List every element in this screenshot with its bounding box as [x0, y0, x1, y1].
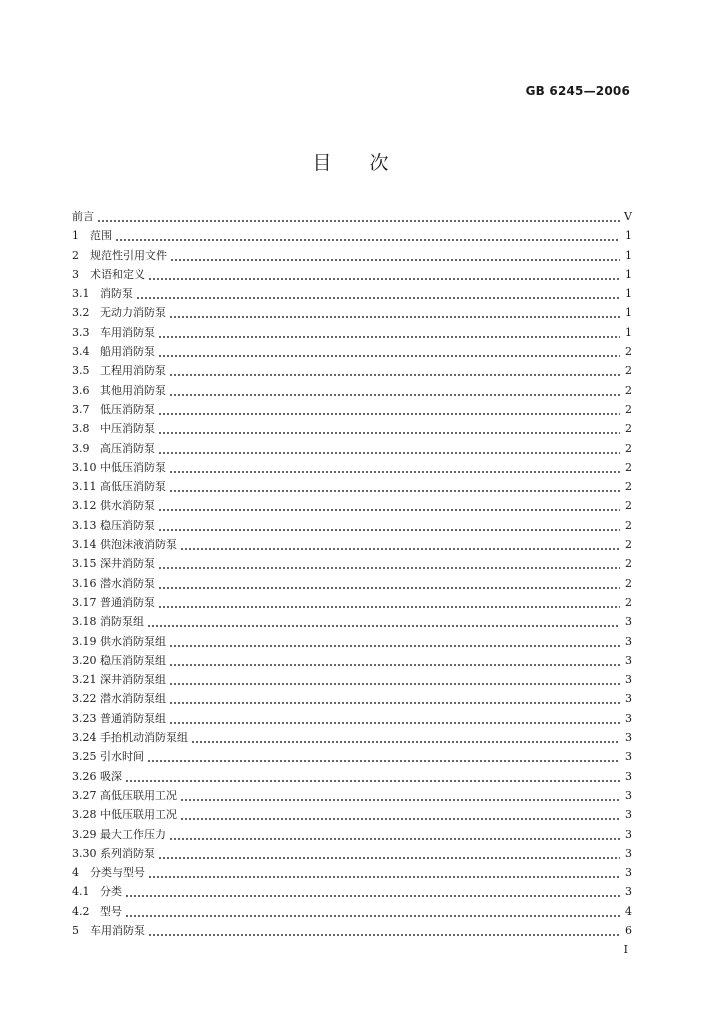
- toc-entry[interactable]: [72, 381, 632, 400]
- dot-leader: [169, 477, 620, 496]
- toc-entry[interactable]: [72, 554, 632, 573]
- toc-entry-label: 中低压联用工况: [100, 808, 177, 822]
- page-number: I: [623, 943, 628, 956]
- toc-entry-label: 车用消防泵: [100, 325, 155, 339]
- title-right-char: 次: [369, 152, 389, 174]
- toc-entry-page: 3: [625, 769, 632, 783]
- toc-entry-label: 分类: [100, 885, 122, 899]
- toc-entry[interactable]: [72, 496, 632, 515]
- dot-leader: [158, 439, 620, 458]
- toc-entry-number: 3.23: [72, 711, 97, 725]
- toc-entry-page: 1: [625, 267, 632, 281]
- toc-entry-page: 2: [625, 480, 632, 494]
- toc-entry-number: 3.2: [72, 306, 90, 320]
- toc-entry-page: 3: [625, 673, 632, 687]
- dot-leader: [191, 728, 620, 747]
- toc-entry[interactable]: [72, 786, 632, 805]
- toc-entry-number: 3.22: [72, 692, 97, 706]
- toc-entry-label: 普通消防泵组: [100, 711, 166, 725]
- toc-entry-number: 4: [72, 866, 79, 880]
- toc-entry-label: 深井消防泵: [100, 557, 155, 571]
- toc-entry-label: 分类与型号: [90, 866, 145, 880]
- toc-entry[interactable]: [72, 207, 632, 226]
- toc-entry-number: 3.25: [72, 750, 97, 764]
- toc-entry-number: 4.2: [72, 904, 90, 918]
- dot-leader: [147, 612, 620, 631]
- title-left-char: 目: [312, 152, 332, 174]
- toc-entry[interactable]: [72, 303, 632, 322]
- toc-entry-label: 其他用消防泵: [100, 383, 166, 397]
- toc-entry-number: 3.9: [72, 441, 90, 455]
- toc-entry-number: 3.27: [72, 788, 97, 802]
- toc-entry-page: 6: [625, 923, 632, 937]
- toc-entry-label: 高低压联用工况: [100, 788, 177, 802]
- toc-entry-number: 3.20: [72, 653, 97, 667]
- toc-entry[interactable]: [72, 535, 632, 554]
- dot-leader: [148, 863, 620, 882]
- toc-entry[interactable]: [72, 709, 632, 728]
- dot-leader: [169, 381, 620, 400]
- dot-leader: [180, 805, 620, 824]
- toc-entry[interactable]: [72, 458, 632, 477]
- toc-entry-page: 1: [625, 229, 632, 243]
- dot-leader: [158, 593, 620, 612]
- toc-entry-number: 3.21: [72, 673, 97, 687]
- toc-entry-page: 2: [625, 499, 632, 513]
- toc-entry-label: 系列消防泵: [100, 846, 155, 860]
- toc-entry-number: 3.4: [72, 345, 90, 359]
- dot-leader: [158, 323, 620, 342]
- dot-leader: [169, 709, 620, 728]
- dot-leader: [158, 574, 620, 593]
- toc-entry-label: 供水消防泵: [100, 499, 155, 513]
- toc-entry-page: 3: [625, 692, 632, 706]
- toc-entry-page: 3: [625, 866, 632, 880]
- toc-entry[interactable]: [72, 612, 632, 631]
- toc-entry-number: 3.26: [72, 769, 97, 783]
- toc-entry-label: 规范性引用文件: [90, 248, 167, 262]
- dot-leader: [180, 535, 620, 554]
- page-title: [0, 148, 701, 175]
- toc-entry-page: 3: [625, 808, 632, 822]
- toc-entry-label: 引水时间: [100, 750, 144, 764]
- toc-entry[interactable]: [72, 342, 632, 361]
- toc-entry-page: V: [624, 210, 632, 223]
- toc-entry-number: 3.14: [72, 538, 97, 552]
- toc-entry[interactable]: [72, 439, 632, 458]
- toc-entry-number: 3.17: [72, 595, 97, 609]
- dot-leader: [97, 207, 620, 226]
- dot-leader: [125, 902, 620, 921]
- toc-entry[interactable]: [72, 593, 632, 612]
- dot-leader: [158, 516, 620, 535]
- toc-entry-page: 4: [625, 904, 632, 918]
- dot-leader: [158, 554, 620, 573]
- dot-leader: [169, 670, 620, 689]
- dot-leader: [115, 226, 620, 245]
- toc-entry-number: 3.12: [72, 499, 97, 513]
- toc-entry-page: 2: [625, 402, 632, 416]
- toc-entry-label: 型号: [100, 904, 122, 918]
- toc-entry[interactable]: [72, 805, 632, 824]
- toc-entry-page: 3: [625, 827, 632, 841]
- dot-leader: [169, 458, 620, 477]
- toc-entry-label: 供水消防泵组: [100, 634, 166, 648]
- dot-leader: [147, 747, 620, 766]
- toc-entry-label: 工程用消防泵: [100, 364, 166, 378]
- toc-entry[interactable]: [72, 767, 632, 786]
- toc-entry-label: 深井消防泵组: [100, 673, 166, 687]
- toc-entry-number: 3.10: [72, 460, 97, 474]
- toc-entry[interactable]: [72, 361, 632, 380]
- dot-leader: [125, 882, 620, 901]
- toc-entry-label: 高压消防泵: [100, 441, 155, 455]
- dot-leader: [169, 361, 620, 380]
- toc-entry-page: 3: [625, 885, 632, 899]
- toc-entry-label: 稳压消防泵: [100, 518, 155, 532]
- toc-entry-label: 中压消防泵: [100, 422, 155, 436]
- toc-entry-label: 消防泵: [100, 287, 133, 301]
- toc-entry-page: 2: [625, 383, 632, 397]
- toc-entry-page: 2: [625, 364, 632, 378]
- toc-entry-number: 3.5: [72, 364, 90, 378]
- dot-leader: [158, 496, 620, 515]
- toc-entry[interactable]: [72, 728, 632, 747]
- toc-entry-page: 2: [625, 595, 632, 609]
- toc-entry[interactable]: [72, 632, 632, 651]
- toc-entry[interactable]: [72, 921, 632, 940]
- toc-entry-number: 3.18: [72, 615, 97, 629]
- toc-entry[interactable]: [72, 516, 632, 535]
- toc-entry[interactable]: [72, 844, 632, 863]
- dot-leader: [169, 689, 620, 708]
- toc-entry[interactable]: [72, 651, 632, 670]
- toc-entry-number: 5: [72, 923, 79, 937]
- toc-entry-page: 2: [625, 422, 632, 436]
- toc-entry[interactable]: [72, 882, 632, 901]
- toc-entry-page: 2: [625, 538, 632, 552]
- toc-entry[interactable]: [72, 902, 632, 921]
- toc-entry-page: 3: [625, 615, 632, 629]
- toc-entry[interactable]: [72, 419, 632, 438]
- toc-entry-page: 1: [625, 248, 632, 262]
- toc-entry-number: 1: [72, 229, 79, 243]
- dot-leader: [125, 767, 620, 786]
- toc-entry-page: 3: [625, 788, 632, 802]
- toc-entry-number: 3.8: [72, 422, 90, 436]
- toc-entry-label: 普通消防泵: [100, 595, 155, 609]
- dot-leader: [169, 651, 620, 670]
- toc-entry-label: 高低压消防泵: [100, 480, 166, 494]
- toc-entry-page: 2: [625, 345, 632, 359]
- toc-entry-label: 范围: [90, 229, 112, 243]
- toc-entry-label: 中低压消防泵: [100, 460, 166, 474]
- toc-entry[interactable]: [72, 689, 632, 708]
- dot-leader: [136, 284, 620, 303]
- toc-entry-number: 2: [72, 248, 79, 262]
- toc-entry-page: 1: [625, 306, 632, 320]
- toc-entry-label: 前言: [72, 210, 94, 223]
- dot-leader: [148, 265, 620, 284]
- toc-entry-number: 3.11: [72, 480, 97, 494]
- toc-entry-label: 最大工作压力: [100, 827, 166, 841]
- toc-entry-number: 3.19: [72, 634, 97, 648]
- toc-entry-label: 术语和定义: [90, 267, 145, 281]
- toc-entry-page: 2: [625, 576, 632, 590]
- toc-entry-page: 3: [625, 634, 632, 648]
- toc-entry-label: 潜水消防泵: [100, 576, 155, 590]
- toc-entry[interactable]: [72, 400, 632, 419]
- toc-entry-label: 船用消防泵: [100, 345, 155, 359]
- toc-entry-page: 2: [625, 441, 632, 455]
- toc-entry-page: 1: [625, 325, 632, 339]
- toc-entry[interactable]: [72, 747, 632, 766]
- toc-entry-number: 3.16: [72, 576, 97, 590]
- toc-entry-number: 3.29: [72, 827, 97, 841]
- toc-entry[interactable]: [72, 863, 632, 882]
- toc-entry-number: 3.1: [72, 287, 90, 301]
- toc-entry[interactable]: [72, 323, 632, 342]
- toc-entry-page: 3: [625, 731, 632, 745]
- toc-entry[interactable]: [72, 574, 632, 593]
- toc-entry-page: 3: [625, 750, 632, 764]
- toc-entry-page: 3: [625, 846, 632, 860]
- dot-leader: [180, 786, 620, 805]
- toc-entry-page: 3: [625, 711, 632, 725]
- table-of-contents: [72, 207, 632, 940]
- toc-entry-label: 吸深: [100, 769, 122, 783]
- toc-entry[interactable]: [72, 265, 632, 284]
- toc-entry-label: 手抬机动消防泵组: [100, 731, 188, 745]
- toc-entry-number: 3.7: [72, 402, 90, 416]
- standard-code: GB 6245—2006: [525, 84, 630, 98]
- toc-entry-number: 3.15: [72, 557, 97, 571]
- toc-entry-page: 2: [625, 518, 632, 532]
- toc-entry-label: 无动力消防泵: [100, 306, 166, 320]
- toc-entry-page: 2: [625, 557, 632, 571]
- toc-entry[interactable]: [72, 477, 632, 496]
- toc-entry[interactable]: [72, 226, 632, 245]
- toc-entry-number: 4.1: [72, 885, 90, 899]
- toc-entry-label: 消防泵组: [100, 615, 144, 629]
- toc-entry[interactable]: [72, 825, 632, 844]
- dot-leader: [169, 303, 620, 322]
- toc-entry-page: 1: [625, 287, 632, 301]
- toc-entry-label: 供泡沫液消防泵: [100, 538, 177, 552]
- toc-entry-number: 3.13: [72, 518, 97, 532]
- dot-leader: [158, 342, 620, 361]
- dot-leader: [158, 400, 620, 419]
- toc-entry-label: 低压消防泵: [100, 402, 155, 416]
- toc-entry-label: 潜水消防泵组: [100, 692, 166, 706]
- toc-entry-number: 3.28: [72, 808, 97, 822]
- toc-entry[interactable]: [72, 670, 632, 689]
- toc-entry[interactable]: [72, 246, 632, 265]
- dot-leader: [169, 825, 620, 844]
- dot-leader: [169, 632, 620, 651]
- toc-entry-number: 3.3: [72, 325, 90, 339]
- toc-entry-page: 2: [625, 460, 632, 474]
- toc-entry-number: 3.6: [72, 383, 90, 397]
- dot-leader: [148, 921, 620, 940]
- dot-leader: [158, 419, 620, 438]
- toc-entry-number: 3.24: [72, 731, 97, 745]
- dot-leader: [170, 246, 620, 265]
- toc-entry-number: 3: [72, 267, 79, 281]
- dot-leader: [158, 844, 620, 863]
- toc-entry-label: 稳压消防泵组: [100, 653, 166, 667]
- toc-entry[interactable]: [72, 284, 632, 303]
- toc-entry-page: 3: [625, 653, 632, 667]
- toc-entry-number: 3.30: [72, 846, 97, 860]
- toc-entry-label: 车用消防泵: [90, 923, 145, 937]
